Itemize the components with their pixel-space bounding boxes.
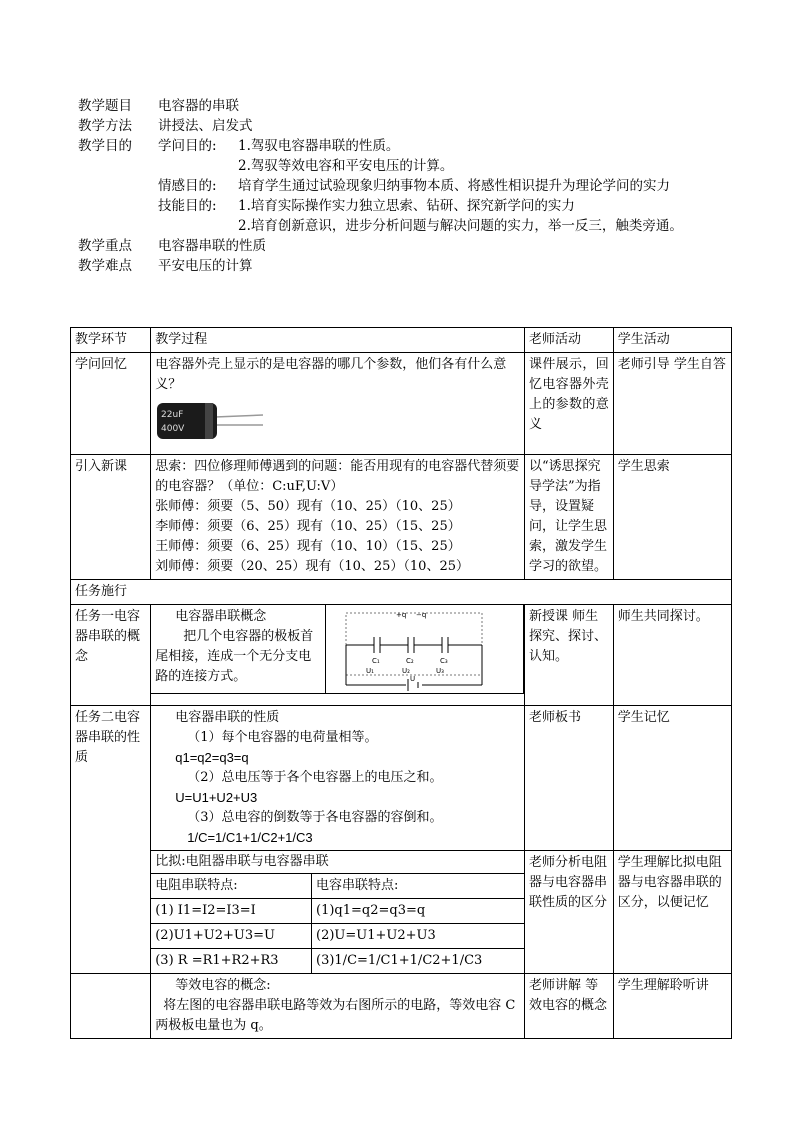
key-value: 电容器串联的性质 bbox=[158, 238, 266, 254]
task1-desc: 把几个电容器的极板首尾相接，连成一个无分支电路的连接方式。 bbox=[155, 629, 314, 684]
diagram-c2: C₂ bbox=[406, 657, 414, 665]
skill-goal-1: 1.培育实际操作实力独立思索、钻研、探究新学问的实力 bbox=[238, 198, 575, 214]
lesson-meta bbox=[78, 96, 728, 276]
header-teacher: 老师活动 bbox=[525, 328, 614, 353]
knowledge-goal-label: 学问目的: bbox=[158, 138, 217, 154]
diagram-u2: U₂ bbox=[402, 667, 411, 675]
review-text: 电容器外壳上显示的是电容器的哪几个参数，他们各有什么意义？ bbox=[155, 357, 507, 392]
compare-teacher: 老师分析电阻器与电容器串联性质的区分 bbox=[525, 851, 614, 974]
task2-f3: 1/C=1/C1+1/C2+1/C3 bbox=[187, 830, 313, 845]
lesson-table bbox=[70, 327, 732, 1039]
method-label: 教学方法 bbox=[78, 118, 132, 134]
intro-question: 思索：四位修理师傅遇到的问题：能否用现有的电容器代替须要的电容器？（单位：C:uF,U:V） bbox=[155, 459, 520, 494]
diagram-c3: C₃ bbox=[440, 657, 448, 665]
knowledge-goal-1: 1.驾驭电容器串联的性质。 bbox=[238, 138, 400, 154]
compare-table bbox=[151, 873, 524, 973]
task2-f1: q1=q2=q3=q bbox=[175, 750, 249, 765]
diagram-u3: U₃ bbox=[436, 667, 445, 675]
method-value: 讲授法、启发式 bbox=[158, 118, 253, 134]
res-1: (1) I1=I2=I3=I bbox=[151, 899, 311, 924]
task2-f2: U=U1+U2+U3 bbox=[175, 790, 258, 805]
equiv-student: 学生理解聆听讲 bbox=[613, 974, 731, 1039]
difficulty-label: 教学难点 bbox=[78, 258, 132, 274]
task2-stage: 任务二电容器串联的性质 bbox=[71, 706, 151, 974]
res-2: (2)U1+U2+U3=U bbox=[151, 924, 311, 949]
equiv-text: 将左图的电容器串联电路等效为右图所示的电路，等效电容 C 两极板电量也为 q。 bbox=[155, 998, 516, 1033]
skill-goal-2: 2.培育创新意识，进步分析问题与解决问题的实力，举一反三，触类旁通。 bbox=[238, 218, 683, 234]
review-teacher: 课件展示，回忆电容器外壳上的参数的意义 bbox=[525, 353, 614, 455]
table-row bbox=[71, 605, 732, 706]
intro-student: 学生思索 bbox=[613, 455, 731, 580]
equiv-title: 等效电容的概念: bbox=[175, 978, 271, 993]
diagram-u: U bbox=[410, 675, 416, 683]
intro-line-3: 王师傅：须要（6、25）现有（10、10）（15、25） bbox=[155, 539, 461, 554]
res-3: (3) R =R1+R2+R3 bbox=[151, 949, 311, 974]
cap-label-2: 400V bbox=[161, 424, 185, 434]
emotion-goal-value: 培育学生通过试验现象归纳事物本质、将感性相识提升为理论学问的实力 bbox=[238, 178, 670, 194]
goal-label: 教学目的 bbox=[78, 138, 132, 154]
task2-p1: （1）每个电容器的电荷量相等。 bbox=[187, 730, 378, 745]
cap-header: 电容串联特点: bbox=[312, 874, 525, 899]
diagram-minus-q: −q bbox=[416, 611, 427, 619]
diagram-u1: U₁ bbox=[366, 667, 375, 675]
intro-line-1: 张师傅：须要（5、50）现有（10、25）（10、25） bbox=[155, 499, 461, 514]
key-label: 教学重点 bbox=[78, 238, 132, 254]
task1-stage: 任务一电容器串联的概念 bbox=[71, 605, 151, 706]
intro-line-2: 李师傅：须要（6、25）现有（10、25）（15、25） bbox=[155, 519, 461, 534]
compare-title: 比拟:电阻器串联与电容器串联 bbox=[155, 854, 329, 869]
diagram-c1: C₁ bbox=[372, 657, 380, 665]
table-row bbox=[71, 706, 732, 851]
difficulty-value: 平安电压的计算 bbox=[158, 258, 253, 274]
skill-goal-label: 技能目的: bbox=[158, 198, 217, 214]
intro-teacher: 以“诱思探究导学法”为指导，设置疑问，让学生思索，激发学生学习的欲望。 bbox=[525, 455, 614, 580]
table-row bbox=[71, 353, 732, 455]
cap-3: (3)1/C=1/C1+1/C2+1/C3 bbox=[312, 949, 525, 974]
review-stage: 学问回忆 bbox=[71, 353, 151, 455]
compare-student: 学生理解比拟电阻器与电容器串联的区分，以便记忆 bbox=[613, 851, 731, 974]
task1-student: 师生共同探讨。 bbox=[613, 605, 731, 706]
table-row bbox=[71, 455, 732, 580]
diagram-plus-q: +q bbox=[396, 611, 407, 619]
task2-p3: （3）总电容的倒数等于各电容器的容倒和。 bbox=[187, 810, 443, 825]
review-student: 老师引导 学生自答 bbox=[613, 353, 731, 455]
header-student: 学生活动 bbox=[613, 328, 731, 353]
task1-teacher: 新授课 师生探究、探讨、 认知。 bbox=[525, 605, 614, 706]
task1-title: 电容器串联概念 bbox=[175, 609, 267, 624]
emotion-goal-label: 情感目的: bbox=[158, 178, 217, 194]
intro-line-4: 刘师傅：须要（20、25）现有（10、25）（10、25） bbox=[155, 559, 469, 574]
res-header: 电阻串联特点: bbox=[151, 874, 311, 899]
cap-2: (2)U=U1+U2+U3 bbox=[312, 924, 525, 949]
task2-p2: （2）总电压等于各个电容器上的电压之和。 bbox=[187, 770, 443, 785]
task2-title: 电容器串联的性质 bbox=[175, 710, 280, 725]
knowledge-goal-2: 2.驾驭等效电容和平安电压的计算。 bbox=[238, 158, 454, 174]
topic-label: 教学题目 bbox=[78, 98, 132, 114]
table-header-row bbox=[71, 328, 732, 353]
series-circuit-diagram bbox=[326, 605, 524, 694]
cap-label-1: 22uF bbox=[161, 410, 184, 420]
header-process: 教学过程 bbox=[151, 328, 525, 353]
capacitor-image bbox=[155, 399, 520, 450]
table-row bbox=[71, 851, 732, 974]
equiv-teacher: 老师讲解 等效电容的概念 bbox=[525, 974, 614, 1039]
header-stage: 教学环节 bbox=[71, 328, 151, 353]
cap-1: (1)q1=q2=q3=q bbox=[312, 899, 525, 924]
task2-student: 学生记忆 bbox=[613, 706, 731, 851]
table-row bbox=[71, 974, 732, 1039]
intro-stage: 引入新课 bbox=[71, 455, 151, 580]
topic-value: 电容器的串联 bbox=[158, 98, 239, 114]
table-row bbox=[71, 580, 732, 605]
tasks-label: 任务施行 bbox=[71, 580, 732, 605]
task2-teacher: 老师板书 bbox=[525, 706, 614, 851]
